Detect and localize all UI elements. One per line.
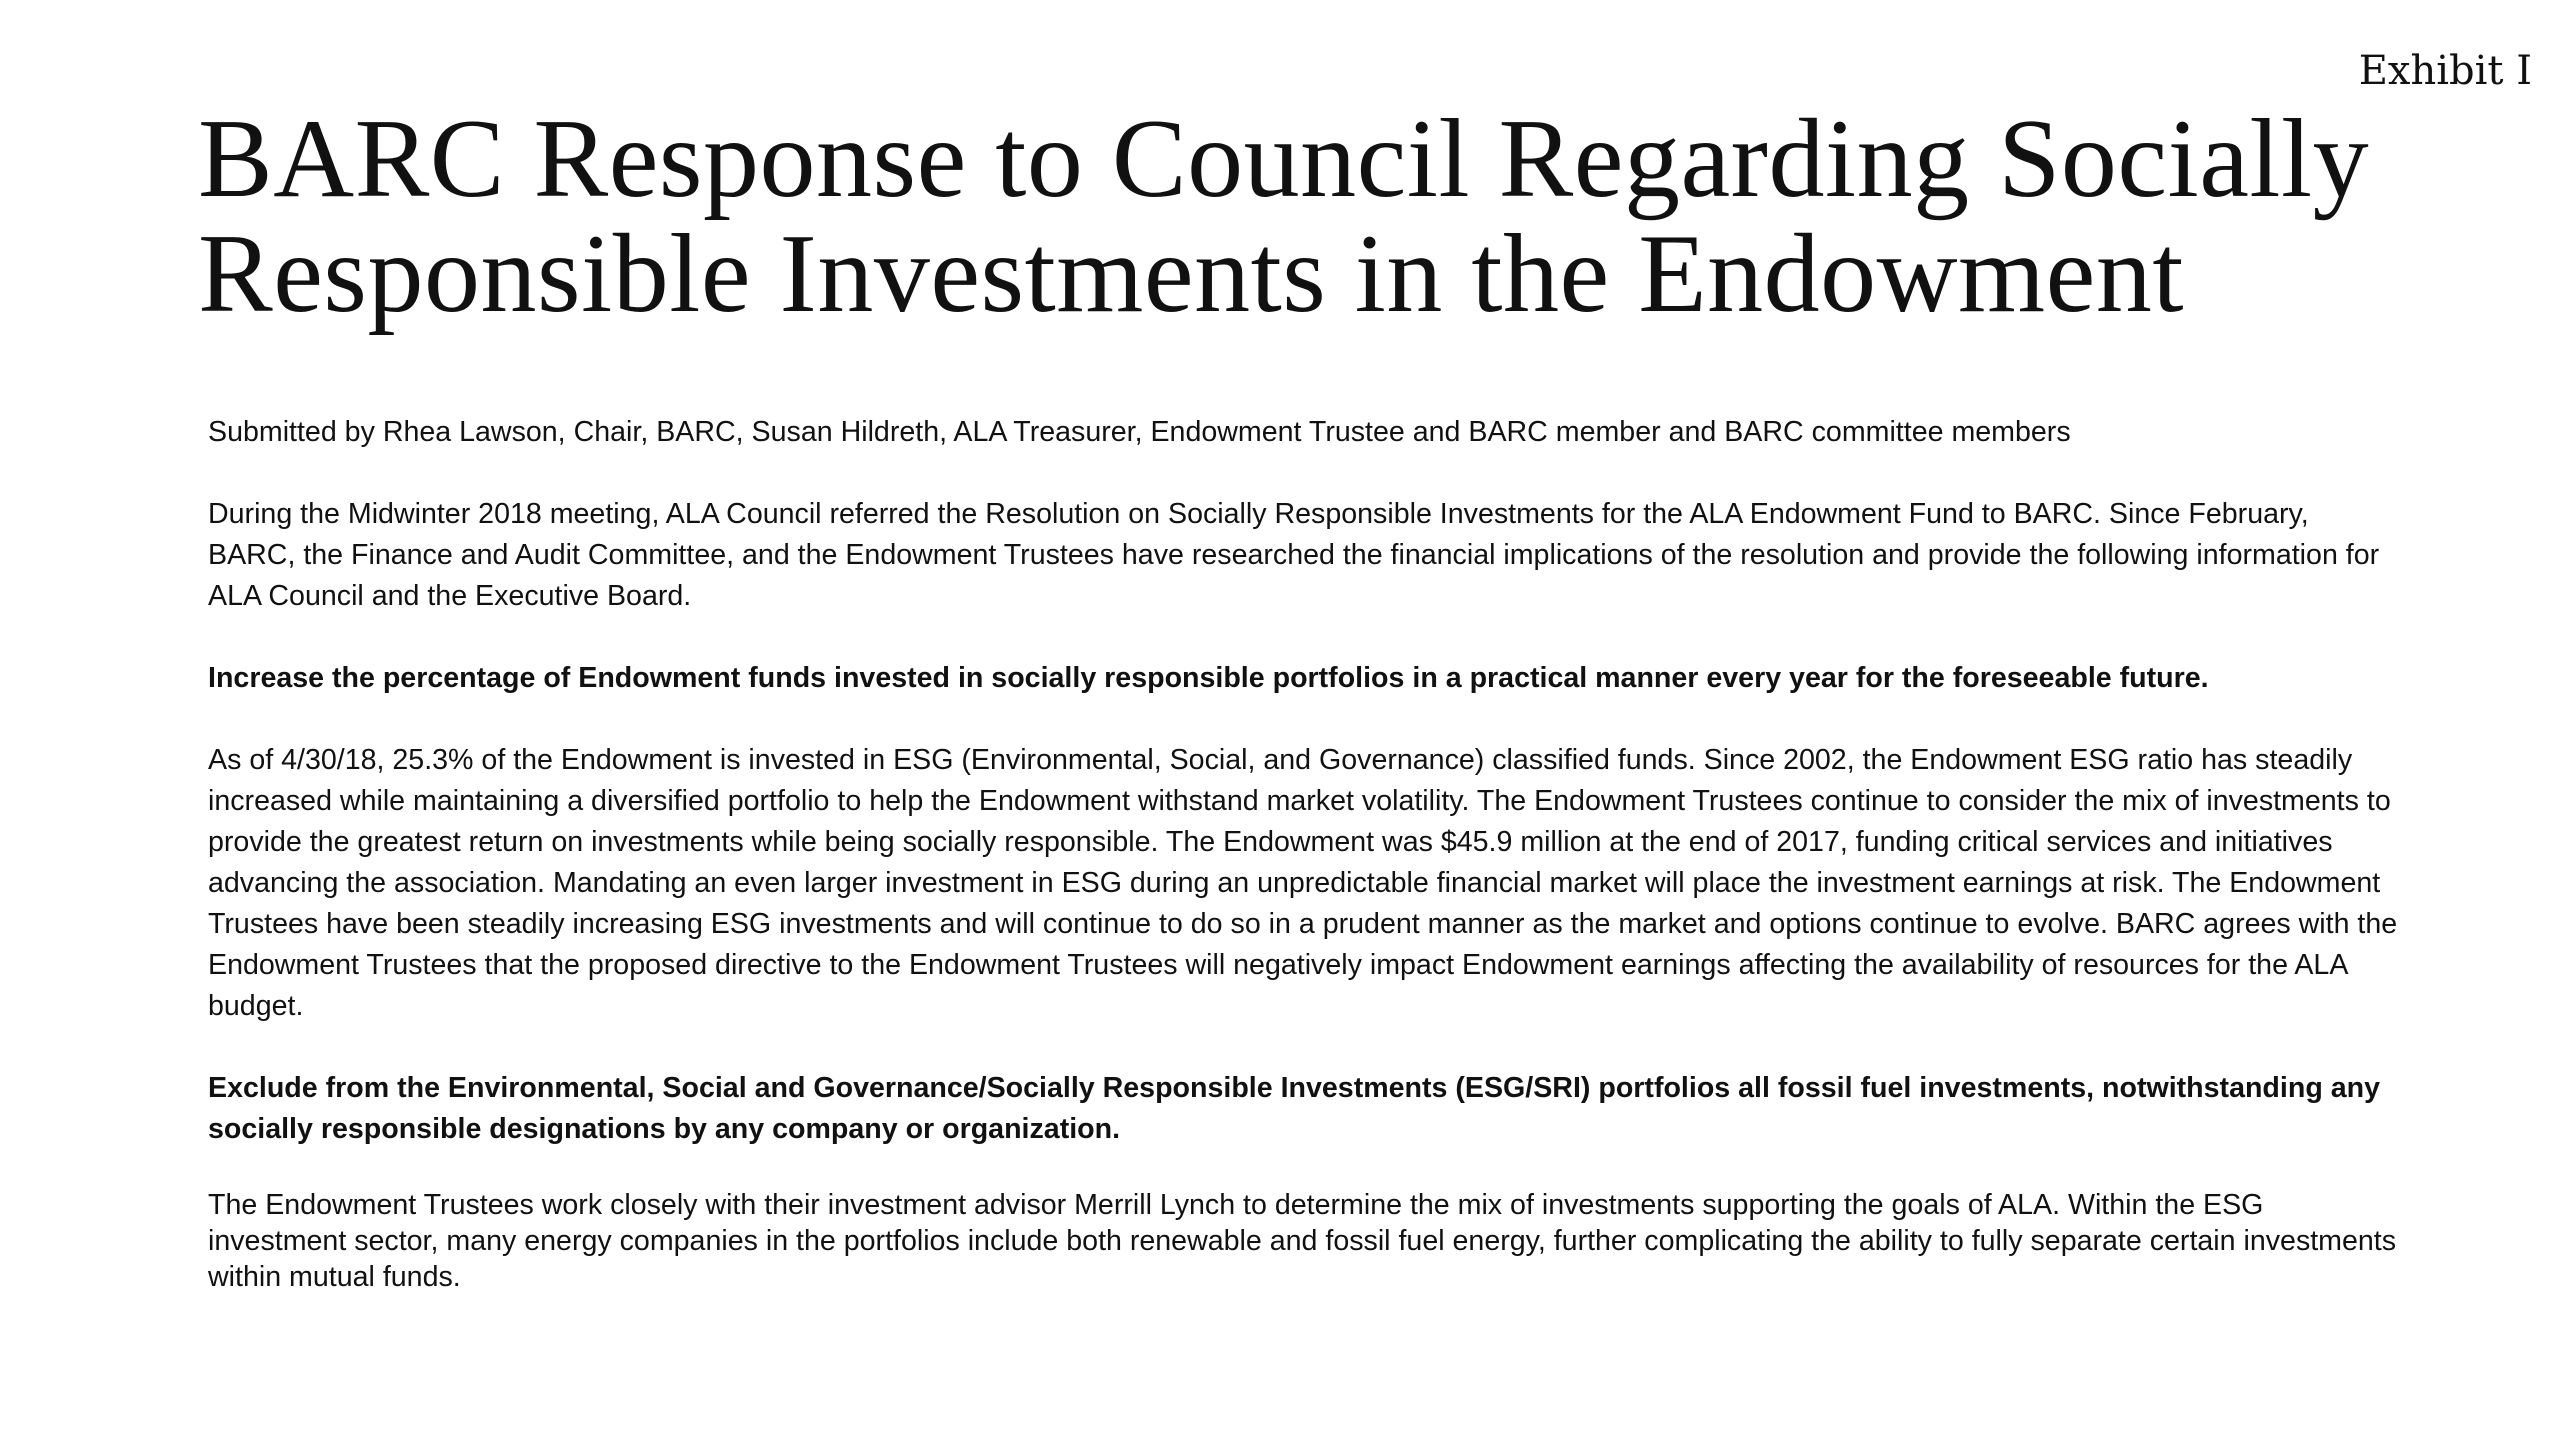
intro-paragraph: During the Midwinter 2018 meeting, ALA Council referred the Resolution on Socially Responsible Investments for the ALA Endowment Fund to BARC. Since February, BARC, the Finance and Audit Committee, and the Endowment Trustees have researched the financial implications of the resolution and provide the following information for ALA Council and the Executive Board. — [208, 498, 2380, 612]
exhibit-label: Exhibit I — [2358, 48, 2532, 94]
document-body — [208, 412, 2398, 1336]
submitted-by-paragraph: Submitted by Rhea Lawson, Chair, BARC, Susan Hildreth, ALA Treasurer, Endowment Trustee and BARC member and BARC committee members — [208, 416, 2071, 448]
page-title: BARC Response to Council Regarding Socially Responsible Investments in the Endowment — [198, 97, 2370, 336]
resolution-clause-1-heading: Increase the percentage of Endowment funds invested in socially responsible portfolios in a practical manner every year for the foreseeable future. — [208, 662, 2209, 694]
resolution-clause-2-response: The Endowment Trustees work closely with their investment advisor Merrill Lynch to determine the mix of investments supporting the goals of ALA. Within the ESG investment sector, many energy companies in the portfolios include both renewable and fossil fuel energy, further complicating the ability to fully separate certain investments within mutual funds. — [208, 1189, 2397, 1293]
resolution-clause-2-heading: Exclude from the Environmental, Social and Governance/Socially Responsible Investments (ESG/SRI) portfolios all fossil fuel investments, notwithstanding any socially responsible designations by any company or organization. — [208, 1072, 2380, 1145]
resolution-clause-1-response: As of 4/30/18, 25.3% of the Endowment is invested in ESG (Environmental, Social, and Governance) classified funds. Since 2002, the Endowment ESG ratio has steadily increased while maintaining a diversified portfolio to help the Endowment withstand market volatility. The Endowment Trustees continue to consider the mix of investments to provide the greatest return on investments while being socially responsible. The Endowment was $45.9 million at the end of 2017, funding critical services and initiatives advancing the association. Mandating an even larger investment in ESG during an unpredictable financial market will place the investment earnings at risk. The Endowment Trustees have been steadily increasing ESG investments and will continue to do so in a prudent manner as the market and options continue to evolve. BARC agrees with the Endowment Trustees that the proposed directive to the Endowment Trustees will negatively impact Endowment earnings affecting the availability of resources for the ALA budget. — [208, 744, 2398, 1022]
